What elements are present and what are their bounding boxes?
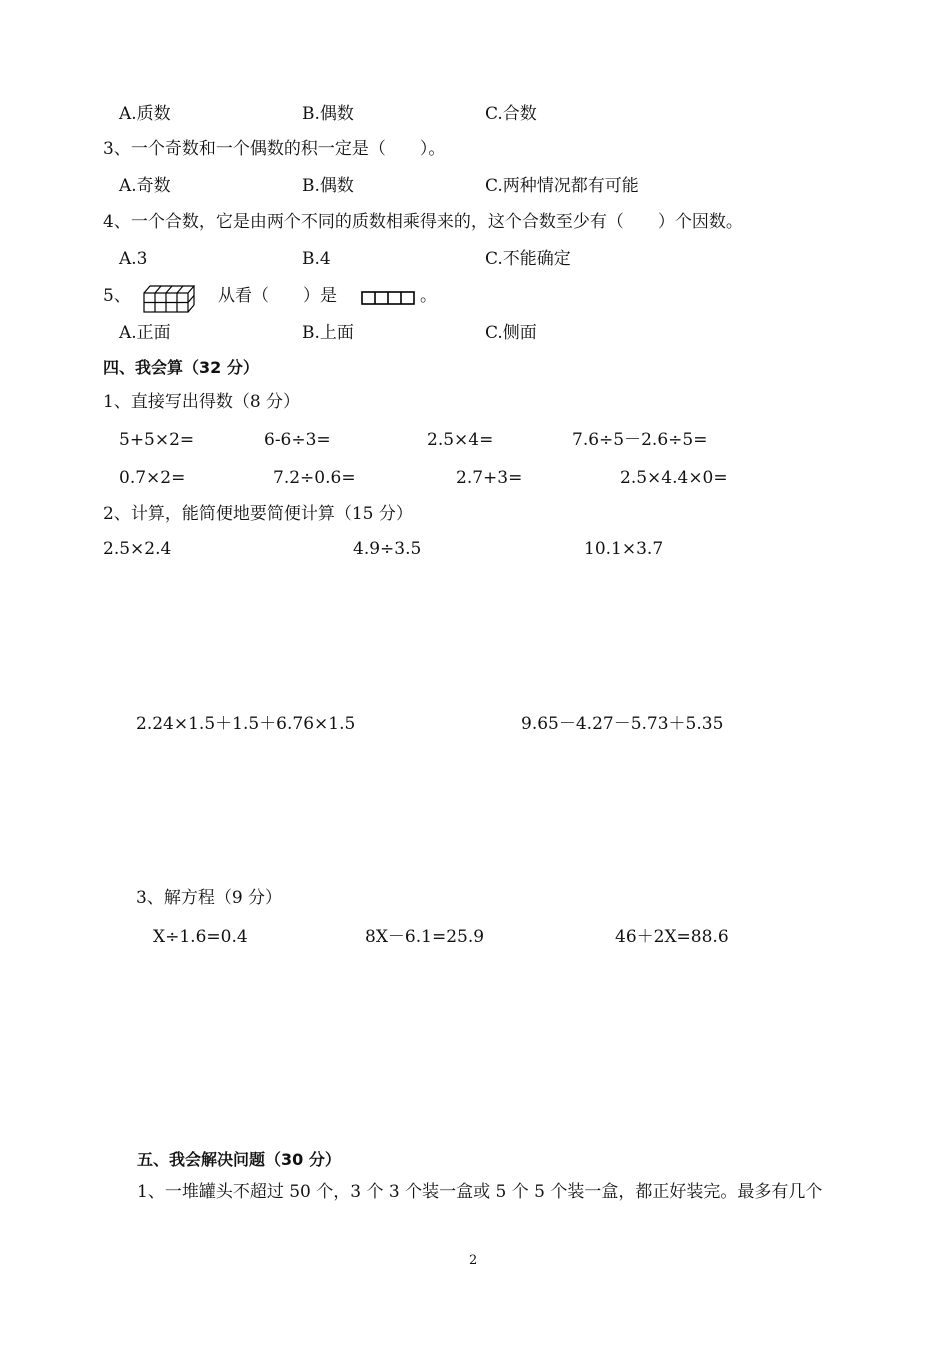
q4-option-a: A.3 — [119, 249, 148, 269]
q5-end: 。 — [420, 286, 437, 306]
section4-part1-title: 1、直接写出得数（8 分） — [103, 392, 301, 412]
section5-q1-text: 1、一堆罐头不超过 50 个，3 个 3 个装一盒或 5 个 5 个装一盒，都正好装完。最多有几个 — [137, 1182, 823, 1202]
q5-number: 5、 — [103, 286, 131, 306]
q4-option-c: C.不能确定 — [485, 249, 571, 269]
calc-item: 9.65－4.27－5.73＋5.35 — [521, 714, 724, 734]
equation-item: X÷1.6=0.4 — [153, 927, 248, 947]
q4-option-b: B.4 — [302, 249, 331, 269]
q4-text: 4、一个合数，它是由两个不同的质数相乘得来的，这个合数至少有（ ）个因数。 — [103, 212, 743, 232]
q3-option-a: A.奇数 — [119, 176, 171, 196]
oral-calc-item: 2.5×4.4×0= — [620, 468, 728, 488]
page-number: 2 — [469, 1253, 478, 1268]
q5-option-c: C.侧面 — [485, 323, 537, 343]
q2-option-b: B.偶数 — [302, 104, 354, 124]
q3-option-c: C.两种情况都有可能 — [485, 176, 639, 196]
equation-item: 8X－6.1=25.9 — [365, 927, 485, 947]
cube-stack-figure — [143, 284, 195, 314]
calc-item: 2.24×1.5＋1.5＋6.76×1.5 — [136, 714, 356, 734]
q2-option-a: A.质数 — [119, 104, 171, 124]
oral-calc-item: 2.7+3= — [456, 468, 523, 488]
q5-text: 从看（ ）是 — [218, 286, 337, 306]
q2-option-c: C.合数 — [485, 104, 537, 124]
calc-item: 4.9÷3.5 — [353, 539, 422, 559]
section5-title: 五、我会解决问题（30 分） — [137, 1150, 341, 1169]
oral-calc-item: 7.6÷5－2.6÷5= — [572, 430, 708, 450]
q5-option-a: A.正面 — [119, 323, 171, 343]
calc-item: 2.5×2.4 — [103, 539, 172, 559]
equation-item: 46＋2X=88.6 — [615, 927, 729, 947]
q3-option-b: B.偶数 — [302, 176, 354, 196]
oral-calc-item: 6-6÷3= — [264, 430, 331, 450]
oral-calc-item: 5+5×2= — [119, 430, 195, 450]
section4-part3-title: 3、解方程（9 分） — [136, 888, 283, 908]
section4-title: 四、我会算（32 分） — [103, 358, 259, 377]
oral-calc-item: 7.2÷0.6= — [273, 468, 356, 488]
oral-calc-item: 0.7×2= — [119, 468, 186, 488]
section4-part2-title: 2、计算，能简便地要简便计算（15 分） — [103, 504, 413, 524]
q5-option-b: B.上面 — [302, 323, 354, 343]
top-view-figure — [361, 290, 417, 306]
oral-calc-item: 2.5×4= — [427, 430, 494, 450]
calc-item: 10.1×3.7 — [584, 539, 664, 559]
q3-text: 3、一个奇数和一个偶数的积一定是（ ）。 — [103, 139, 446, 159]
